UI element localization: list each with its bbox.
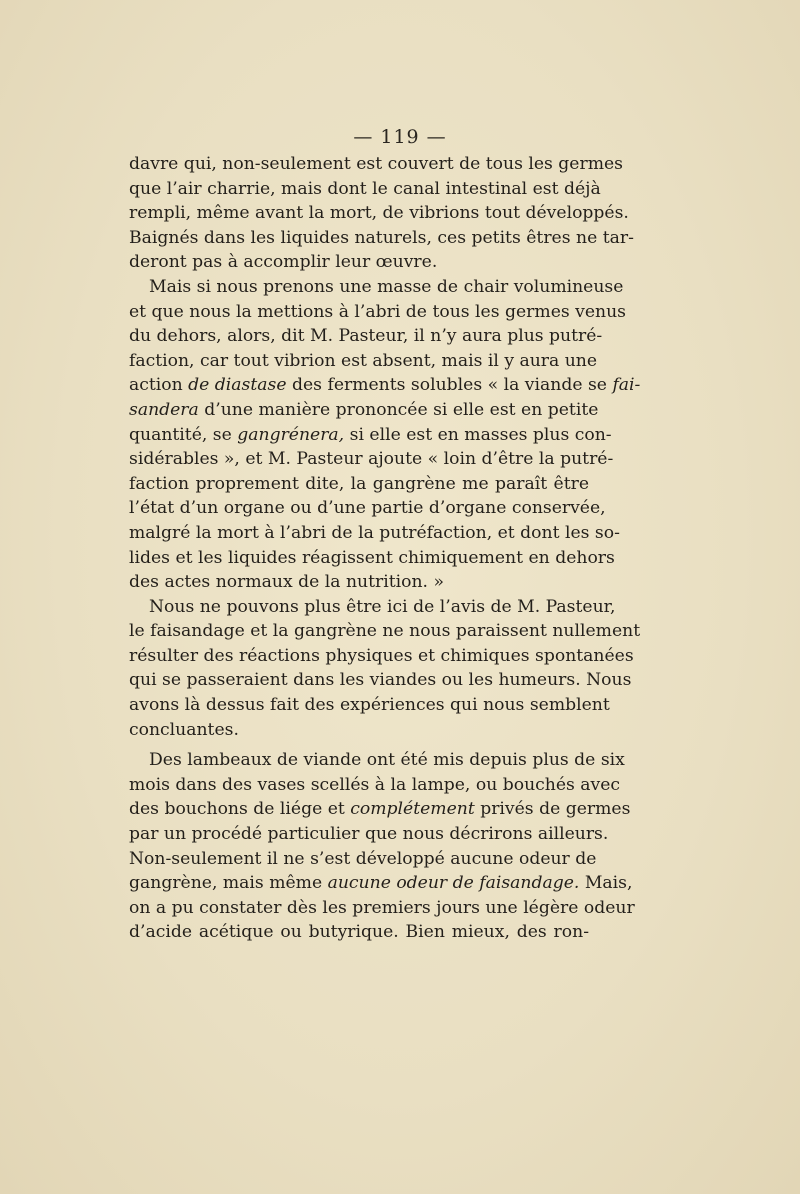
italic-text: fai- [612, 375, 641, 396]
italic-text: aucune odeur de faisandage. [327, 873, 580, 894]
text-line [129, 693, 610, 718]
text-line [129, 822, 609, 847]
text-line [129, 920, 589, 945]
text-line [129, 496, 606, 521]
text-segment: des ferments solubles « la viande se [286, 375, 613, 396]
page-number: — 119 — [353, 126, 447, 148]
text-segment: quantité, se [129, 424, 238, 445]
text-line [129, 748, 625, 773]
text-segment: des actes normaux de la nutrition. » [129, 572, 444, 593]
text-line [129, 773, 621, 798]
text-segment: rempli, même avant la mort, de vibrions tout développés. [129, 203, 629, 224]
text-line [129, 595, 616, 620]
text-segment: l’état d’un organe ou d’une partie d’organe conservée, [129, 498, 606, 519]
text-segment: faction proprement dite, la gangrène me paraît être [129, 473, 589, 494]
text-segment: qui se passeraient dans les viandes ou les humeurs. Nous [129, 670, 632, 691]
text-segment: Nous ne pouvons plus être ici de l’avis de M. Pasteur, [149, 596, 616, 617]
text-line [129, 226, 634, 251]
text-segment: mois dans des vases scellés à la lampe, ou bouchés avec [129, 774, 621, 795]
text-segment: si elle est en masses plus con- [344, 424, 612, 445]
text-segment: des bouchons de liége et [129, 799, 351, 820]
italic-text: de diastase [188, 375, 287, 396]
text-line [129, 324, 603, 349]
text-segment: d’une manière prononcée si elle est en petite [198, 399, 599, 420]
text-segment: concluantes. [129, 719, 239, 740]
text-line [129, 619, 641, 644]
text-segment: Baignés dans les liquides naturels, ces petits êtres ne tar- [129, 227, 634, 248]
text-segment: gangrène, mais même [129, 873, 328, 894]
text-line [129, 896, 635, 921]
text-line [129, 871, 633, 896]
text-segment: deront pas à accomplir leur œuvre. [129, 252, 438, 273]
text-segment: par un procédé particulier que nous décrirons ailleurs. [129, 824, 609, 845]
text-segment: action [129, 375, 189, 396]
text-line [129, 644, 634, 669]
text-line [129, 373, 641, 398]
text-segment: malgré la mort à l’abri de la putréfaction, et dont les so- [129, 522, 620, 543]
text-line [129, 546, 615, 571]
text-segment: le faisandage et la gangrène ne nous paraissent nullement [129, 621, 641, 642]
text-line [129, 423, 612, 448]
text-line [129, 668, 632, 693]
text-segment: Des lambeaux de viande ont été mis depuis plus de six [149, 750, 625, 771]
italic-text: gangrénera, [237, 424, 345, 445]
body-text [129, 152, 641, 945]
text-segment: privés de germes [474, 799, 631, 820]
text-segment: sidérables », et M. Pasteur ajoute « loin d’être la putré- [129, 449, 614, 470]
text-line [129, 521, 620, 546]
text-segment: d’acide acétique ou butyrique. Bien mieux, des ron- [129, 922, 589, 943]
text-segment: Mais si nous prenons une masse de chair volumineuse [149, 276, 624, 297]
italic-text: complétement [350, 799, 475, 820]
text-line [129, 201, 629, 226]
text-segment: on a pu constater dès les premiers jours une légère odeur [129, 897, 635, 918]
text-line [129, 250, 589, 275]
text-line [129, 472, 589, 497]
text-line [129, 300, 626, 325]
text-line [129, 797, 631, 822]
text-line [129, 447, 614, 472]
text-line [129, 847, 597, 872]
text-segment: du dehors, alors, dit M. Pasteur, il n’y aura plus putré- [129, 326, 603, 347]
text-line [129, 570, 589, 595]
italic-text: sandera [129, 399, 199, 420]
text-line [129, 275, 624, 300]
text-line [129, 718, 589, 743]
text-segment: avons là dessus fait des expériences qui nous semblent [129, 695, 610, 716]
text-line [129, 152, 623, 177]
text-segment: résulter des réactions physiques et chimiques spontanées [129, 645, 634, 666]
text-segment: faction, car tout vibrion est absent, mais il y aura une [129, 350, 598, 371]
text-line [129, 177, 601, 202]
text-segment: et que nous la mettions à l’abri de tous les germes venus [129, 301, 626, 322]
text-segment: davre qui, non-seulement est couvert de tous les germes [129, 154, 623, 174]
text-segment: que l’air charrie, mais dont le canal intestinal est déjà [129, 178, 601, 199]
text-segment: Mais, [579, 873, 633, 894]
text-line [129, 398, 599, 423]
text-line [129, 349, 598, 374]
text-segment: Non-seulement il ne s’est développé aucune odeur de [129, 848, 597, 869]
text-segment: lides et les liquides réagissent chimiquement en dehors [129, 547, 615, 568]
